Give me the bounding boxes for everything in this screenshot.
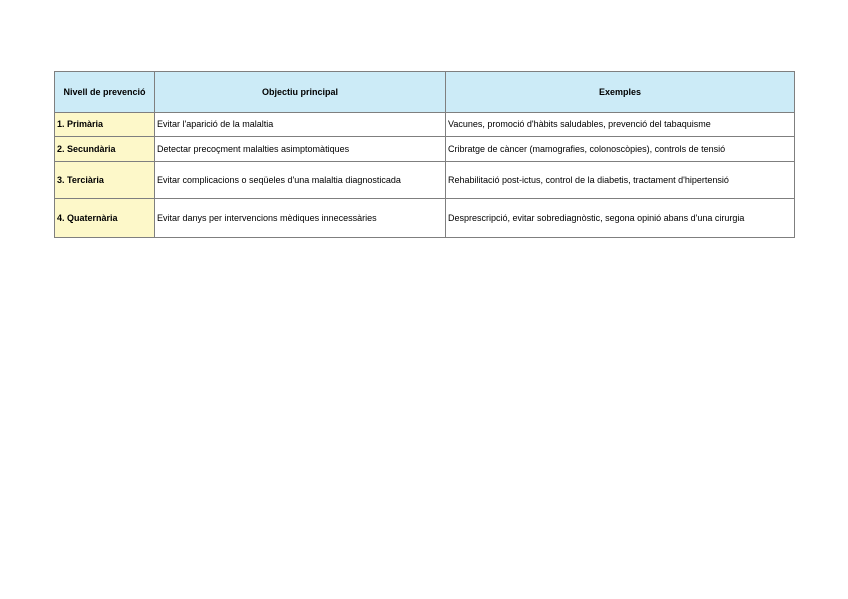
level-cell: 2. Secundària [55,137,155,162]
examples-cell: Cribratge de càncer (mamografies, colonoscòpies), controls de tensió [446,137,795,162]
table-row [55,113,795,137]
table-body [55,113,795,238]
header-row [55,72,795,113]
examples-cell: Rehabilitació post-ictus, control de la diabetis, tractament d'hipertensió [446,162,795,199]
table-row [55,162,795,199]
header-level: Nivell de prevenció [55,72,155,113]
objective-cell: Evitar l'aparició de la malaltia [155,113,446,137]
level-cell: 3. Terciària [55,162,155,199]
header-examples: Exemples [446,72,795,113]
level-cell: 1. Primària [55,113,155,137]
objective-cell: Detectar precoçment malalties asimptomàtiques [155,137,446,162]
examples-cell: Desprescripció, evitar sobrediagnòstic, segona opinió abans d'una cirurgia [446,199,795,238]
table-row [55,137,795,162]
examples-cell: Vacunes, promoció d'hàbits saludables, prevenció del tabaquisme [446,113,795,137]
table-row [55,199,795,238]
level-cell: 4. Quaternària [55,199,155,238]
objective-cell: Evitar danys per intervencions mèdiques innecessàries [155,199,446,238]
table-header [55,72,795,113]
prevention-levels-table [54,71,795,238]
objective-cell: Evitar complicacions o seqüeles d'una malaltia diagnosticada [155,162,446,199]
header-objective: Objectiu principal [155,72,446,113]
